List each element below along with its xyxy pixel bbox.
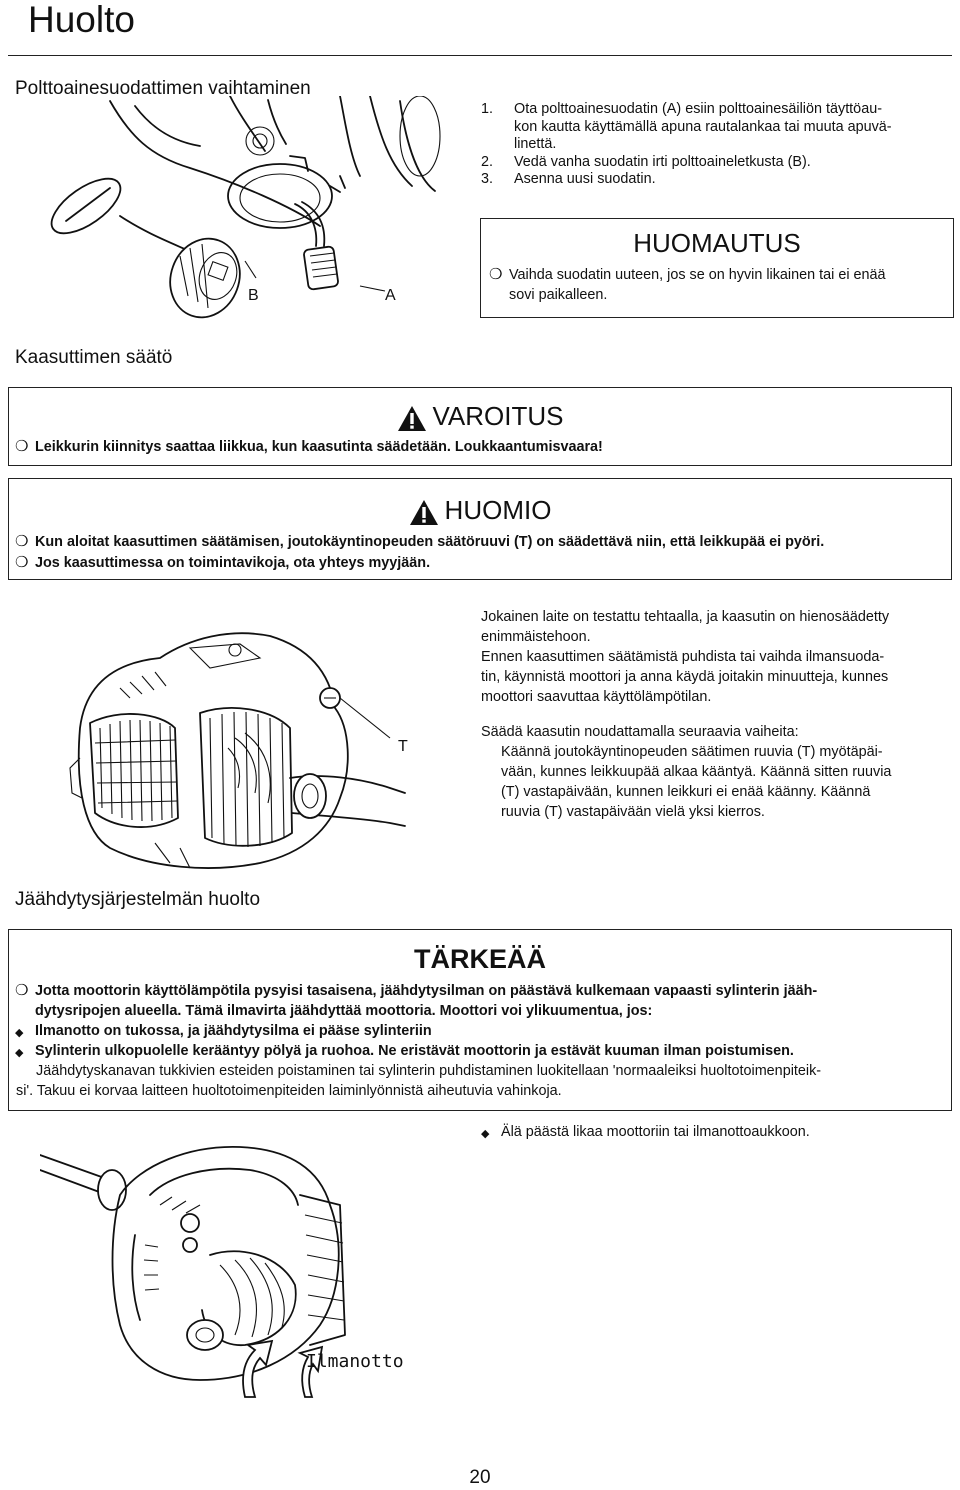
page-number: 20 xyxy=(469,1467,491,1488)
notice-box xyxy=(480,218,954,318)
important-title: TÄRKEÄÄ xyxy=(414,944,546,974)
important-sub-bullet-2: ◆ Sylinterin ulkopuolelle kerääntyy pölyä ja ruohoa. Ne eristävät moottorin ja estävät kuuman ilman poistumisen. xyxy=(15,1041,945,1061)
diamond-bullet-icon: ◆ xyxy=(15,1047,24,1059)
figure-label-t: T xyxy=(398,738,408,755)
step-item: 2. Vedä vanha suodatin irti polttoaineletkusta (B). xyxy=(481,153,811,170)
important-plain-text: Jäähdytyskanavan tukkivien esteiden poistaminen tai sylinterin puhdistaminen luokitellaan 'normaaleiksi huoltotoimenpiteik- xyxy=(36,1063,822,1079)
caution-box xyxy=(8,478,952,580)
warning-title: VAROITUS xyxy=(432,401,564,431)
important-main-bullet: ❍ Jotta moottorin käyttölämpötila pysyisi tasaisena, jäähdytysilman on päästävä kulkemaan vapaasti sylinterin jääh- dytysripojen alueella. Tämä ilmavirta jäähdyttää moottoria. Moottori voi ylikuumentua, jos: xyxy=(15,982,818,1019)
fuel-filter-illustration xyxy=(40,96,470,326)
diamond-bullet-icon: ◆ xyxy=(481,1128,490,1140)
fuel-filter-heading: Polttoainesuodattimen vaihtaminen xyxy=(15,78,311,99)
cooling-heading: Jäähdytysjärjestelmän huolto xyxy=(15,889,261,910)
intake-label: Ilmanotto xyxy=(306,1351,404,1372)
step-item: 3. Asenna uusi suodatin. xyxy=(481,171,656,187)
page-title: Huolto xyxy=(28,0,135,40)
circle-bullet-icon: ❍ xyxy=(15,533,29,550)
diamond-bullet-icon: ◆ xyxy=(15,1027,24,1039)
carburetor-steps: Käännä joutokäyntinopeuden säätimen ruuvia (T) myötäpäi- vään, kunnes leikkuupää alkaa kääntyä. Käännä sitten ruuvia (T) vastapäivään, kunnen leikkuri ei enää käänny. Käännä ruuvia (T) vastapäivään vielä yksi kierros. xyxy=(501,744,892,820)
warning-triangle-icon xyxy=(397,405,427,432)
figure-label-b: B xyxy=(248,287,259,304)
fuel-filter-steps xyxy=(481,101,956,189)
carburetor-heading: Kaasuttimen säätö xyxy=(15,347,173,368)
carburetor-illustration xyxy=(60,618,430,878)
important-box: TÄRKEÄÄ ❍ Jotta moottorin käyttölämpötila pysyisi tasaisena, jäähdytysilman on päästävä kulkemaan vapaasti sylinterin jääh- dytysripojen alueella. Tämä ilmavirta jäähdyttää moottoria. Moottori voi ylikuumentua, jos: ◆ Ilmanotto on tukossa, ja jäähdytysilma ei pääse sylinteriin ◆ Sylinterin ulkopuolelle kerääntyy pölyä ja ruohoa. Ne eristävät moottorin ja estävät kuuman ilman poistumisen. Jäähdytyskanavan tukkivien esteiden poistaminen tai sylinterin puhdistaminen luokitellaan 'normaaleiksi huoltotoimenpiteik- si'. Takuu ei korvaa laitteen huoltotoimenpiteiden laiminlyönnistä aiheutuvia vahinkoja. xyxy=(8,929,952,1111)
circle-bullet-icon: ❍ xyxy=(489,266,503,283)
circle-bullet-icon: ❍ xyxy=(15,554,29,571)
circle-bullet-icon: ❍ xyxy=(15,982,29,999)
circle-bullet-icon: ❍ xyxy=(15,438,29,455)
caution-bullet-1: ❍ Kun aloitat kaasuttimen säätämisen, joutokäyntinopeuden säätöruuvi (T) on säädettävä niin, että leikkupää ei pyöri. xyxy=(15,533,825,550)
warning-triangle-icon xyxy=(409,499,439,526)
figure-label-a: A xyxy=(385,287,396,304)
caution-bullet-2: ❍ Jos kaasuttimessa on toimintavikoja, ota yhteys myyjään. xyxy=(15,554,431,571)
warning-bullet: ❍ Leikkurin kiinnitys saattaa liikkua, kun kaasutinta säädetään. Loukkaantumisvaara! xyxy=(15,438,603,455)
warning-box xyxy=(8,387,952,466)
important-sub-bullet-1: ◆ Ilmanotto on tukossa, ja jäähdytysilma ei pääse sylinteriin xyxy=(15,1021,945,1041)
cooling-tip: ◆ Älä päästä likaa moottoriin tai ilmanottoaukkoon. xyxy=(481,1122,960,1142)
carburetor-text: Jokainen laite on testattu tehtaalla, ja kaasutin on hienosäädetty enimmäistehoon. Ennen kaasuttimen säätämistä puhdista tai vaihda ilmansuoda- tin, käynnistä moottori ja anna käydä joitakin minuutteja, kunnes moottori saavuttaa käyttölämpötilan. Säädä kaasutin noudattamalla seuraavia vaiheita: Käännä joutokäyntinopeuden säätimen ruuvia (T) myötäpäi- vään, kunnes leikkuupää alkaa kääntyä. Käännä sitten ruuvia (T) vastapäivään, kunnen leikkuri ei enää käänny. Käännä ruuvia (T) vastapäivään vielä yksi kierros. xyxy=(481,607,956,822)
header-rule xyxy=(8,55,952,56)
notice-bullet: ❍ Vaihda suodatin uuteen, jos se on hyvin likainen tai ei enää sovi paikalleen. xyxy=(489,266,886,303)
notice-title: HUOMAUTUS xyxy=(633,228,801,258)
caution-title: HUOMIO xyxy=(444,495,552,525)
step-item: 1. Ota polttoainesuodatin (A) esiin polttoainesäiliön täyttöau- kon kautta käyttämällä apuna rautalankaa tai muuta apuvä- linettä. xyxy=(481,101,892,152)
